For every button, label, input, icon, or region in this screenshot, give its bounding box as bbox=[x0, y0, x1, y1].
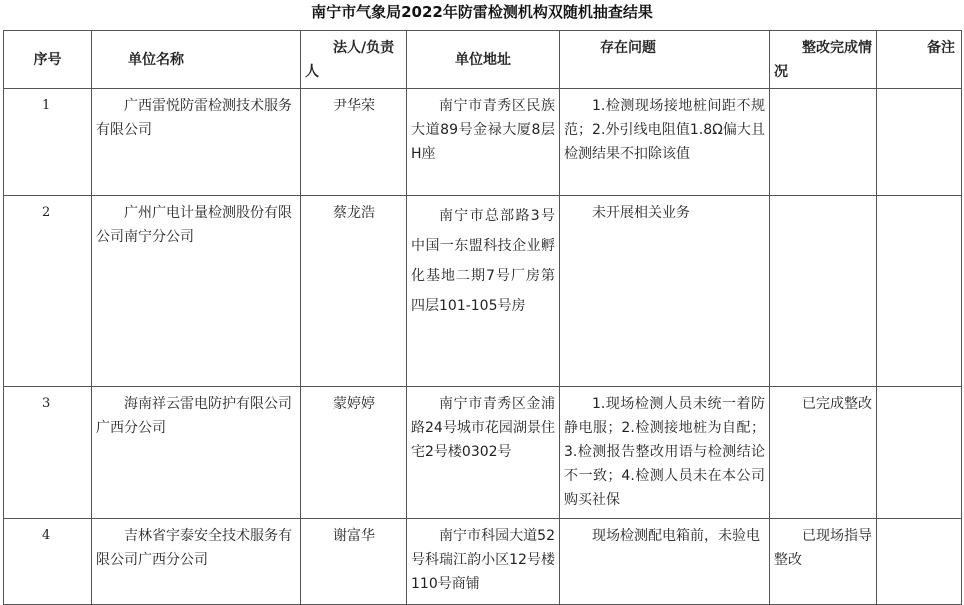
cell-address: 南宁市总部路3号中国一东盟科技企业孵化基地二期7号厂房第四层101-105号房 bbox=[407, 196, 560, 387]
header-seq: 序号 bbox=[4, 31, 92, 89]
results-table bbox=[3, 30, 962, 605]
cell-remarks bbox=[877, 387, 962, 519]
cell-address: 南宁市青秀区民族大道89号金禄大厦8层H座 bbox=[407, 89, 560, 196]
cell-rectify bbox=[770, 196, 877, 387]
cell-remarks bbox=[877, 89, 962, 196]
cell-remarks bbox=[877, 196, 962, 387]
cell-rectify: 已完成整改 bbox=[770, 387, 877, 519]
table-row bbox=[4, 387, 962, 519]
table-header-row bbox=[4, 31, 962, 89]
header-issues: 存在问题 bbox=[560, 31, 770, 89]
cell-address: 南宁市科园大道52号科瑞江韵小区12号楼110号商铺 bbox=[407, 519, 560, 605]
cell-issues: 现场检测配电箱前，未验电 bbox=[560, 519, 770, 605]
header-person: 法人/负责人 bbox=[301, 31, 407, 89]
cell-person: 谢富华 bbox=[301, 519, 407, 605]
cell-person: 蔡龙浩 bbox=[301, 196, 407, 387]
cell-person: 尹华荣 bbox=[301, 89, 407, 196]
cell-issues: 未开展相关业务 bbox=[560, 196, 770, 387]
cell-seq: 3 bbox=[4, 387, 92, 519]
cell-rectify bbox=[770, 89, 877, 196]
cell-issues: 1.检测现场接地桩间距不规范；2.外引线电阻值1.8Ω偏大且检测结果不扣除该值 bbox=[560, 89, 770, 196]
cell-seq: 2 bbox=[4, 196, 92, 387]
cell-name: 广西雷悦防雷检测技术服务有限公司 bbox=[92, 89, 301, 196]
cell-name: 海南祥云雷电防护有限公司广西分公司 bbox=[92, 387, 301, 519]
cell-name: 广州广电计量检测股份有限公司南宁分公司 bbox=[92, 196, 301, 387]
table-row bbox=[4, 89, 962, 196]
cell-address: 南宁市青秀区金浦路24号城市花园湖景住宅2号楼0302号 bbox=[407, 387, 560, 519]
header-name: 单位名称 bbox=[92, 31, 301, 89]
page-title: 南宁市气象局2022年防雷检测机构双随机抽查结果 bbox=[311, 3, 653, 21]
cell-name: 吉林省宇泰安全技术服务有限公司广西分公司 bbox=[92, 519, 301, 605]
cell-rectify: 已现场指导整改 bbox=[770, 519, 877, 605]
table-row bbox=[4, 196, 962, 387]
cell-seq: 1 bbox=[4, 89, 92, 196]
header-address: 单位地址 bbox=[407, 31, 560, 89]
header-rectify: 整改完成情况 bbox=[770, 31, 877, 89]
cell-seq: 4 bbox=[4, 519, 92, 605]
cell-person: 蒙婷婷 bbox=[301, 387, 407, 519]
cell-issues: 1.现场检测人员未统一着防静电服；2.检测接地桩为自配；3.检测报告整改用语与检测结论不一致；4.检测人员未在本公司购买社保 bbox=[560, 387, 770, 519]
header-remarks: 备注 bbox=[877, 31, 962, 89]
